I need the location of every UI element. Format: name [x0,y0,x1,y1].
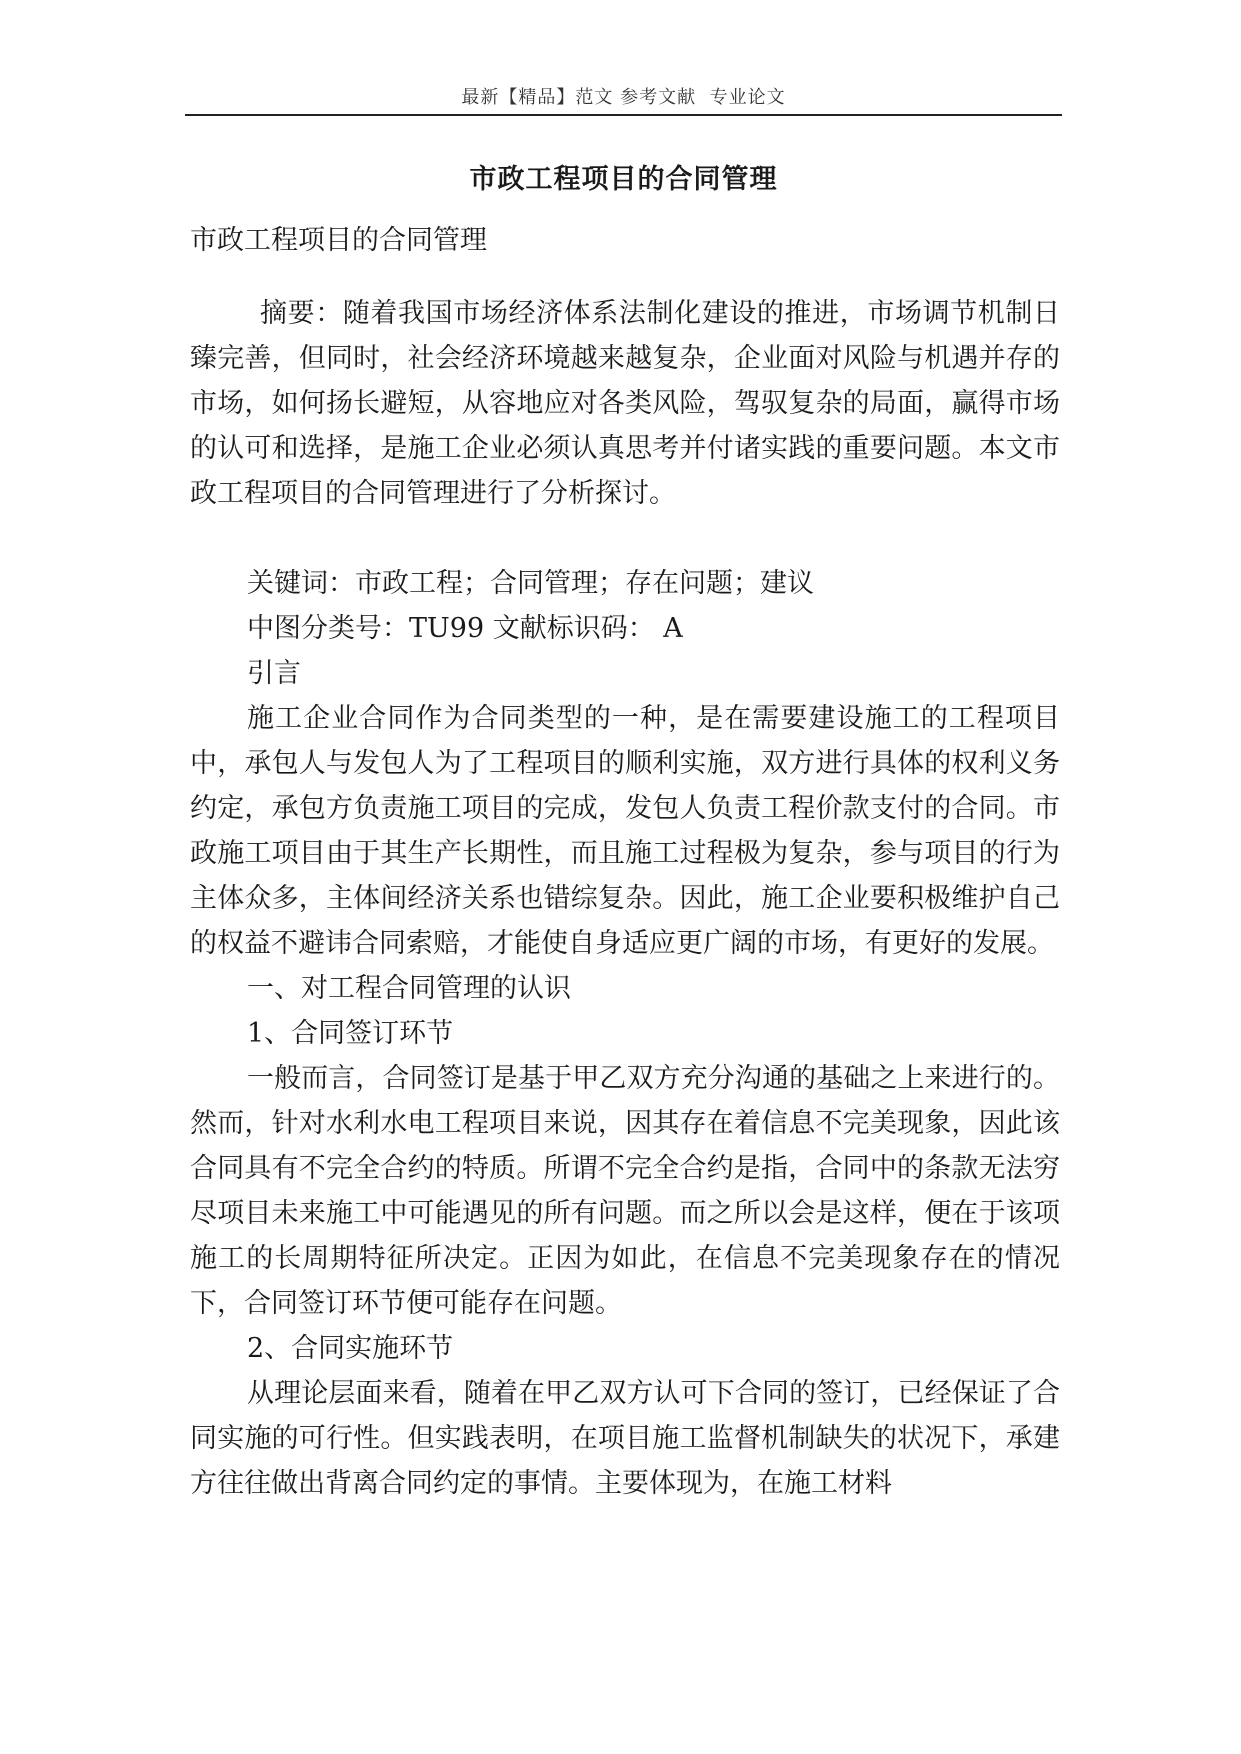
intro-paragraph: 施工企业合同作为合同类型的一种，是在需要建设施工的工程项目中，承包人与发包人为了工程项目的顺利实施，双方进行具体的权利义务约定，承包方负责施工项目的完成，发包人负责工程价款支付的合同。市政施工项目由于其生产长期性，而且施工过程极为复杂，参与项目的行为主体众多，主体间经济关系也错综复杂。因此，施工企业要积极维护自己的权益不避讳合同索赔，才能使自身适应更广阔的市场，有更好的发展。 [190,703,1060,959]
subsection-heading-2: 2、合同实施环节 [247,1333,454,1364]
subsection-paragraph-1: 一般而言，合同签订是基于甲乙双方充分沟通的基础之上来进行的。然而，针对水利水电工程项目来说，因其存在着信息不完美现象，因此该合同具有不完全合约的特质。所谓不完全合约是指，合同中的条款无法穷尽项目未来施工中可能遇见的所有问题。而之所以会是这样，便在于该项施工的长周期特征所决定。正因为如此，在信息不完美现象存在的情况下，合同签订环节便可能存在问题。 [190,1063,1060,1319]
page-header: 最新【精品】范文 参考文献 专业论文 [461,87,786,108]
classification-line: 中图分类号：TU99 文献标识码： A [247,613,683,644]
abstract-paragraph: 摘要：随着我国市场经济体系法制化建设的推进，市场调节机制日臻完善，但同时，社会经济环境越来越复杂，企业面对风险与机遇并存的市场，如何扬长避短，从容地应对各类风险，驾驭复杂的局面，赢得市场的认可和选择，是施工企业必须认真思考并付诸实践的重要问题。本文市政工程项目的合同管理进行了分析探讨。 [190,298,1060,509]
header-divider [185,114,1062,116]
subsection-paragraph-2: 从理论层面来看，随着在甲乙双方认可下合同的签订，已经保证了合同实施的可行性。但实践表明，在项目施工监督机制缺失的状况下，承建方往往做出背离合同约定的事情。主要体现为，在施工材料 [190,1378,1060,1499]
keywords-line: 关键词：市政工程；合同管理；存在问题；建议 [247,568,814,599]
document-body [190,218,1060,1506]
document-title: 市政工程项目的合同管理 [469,164,778,195]
document-subtitle: 市政工程项目的合同管理 [190,225,487,256]
subsection-heading-1: 1、合同签订环节 [247,1018,454,1049]
section-heading-1: 一、对工程合同管理的认识 [247,973,571,1004]
intro-heading: 引言 [247,658,301,689]
spacer [190,516,1060,561]
